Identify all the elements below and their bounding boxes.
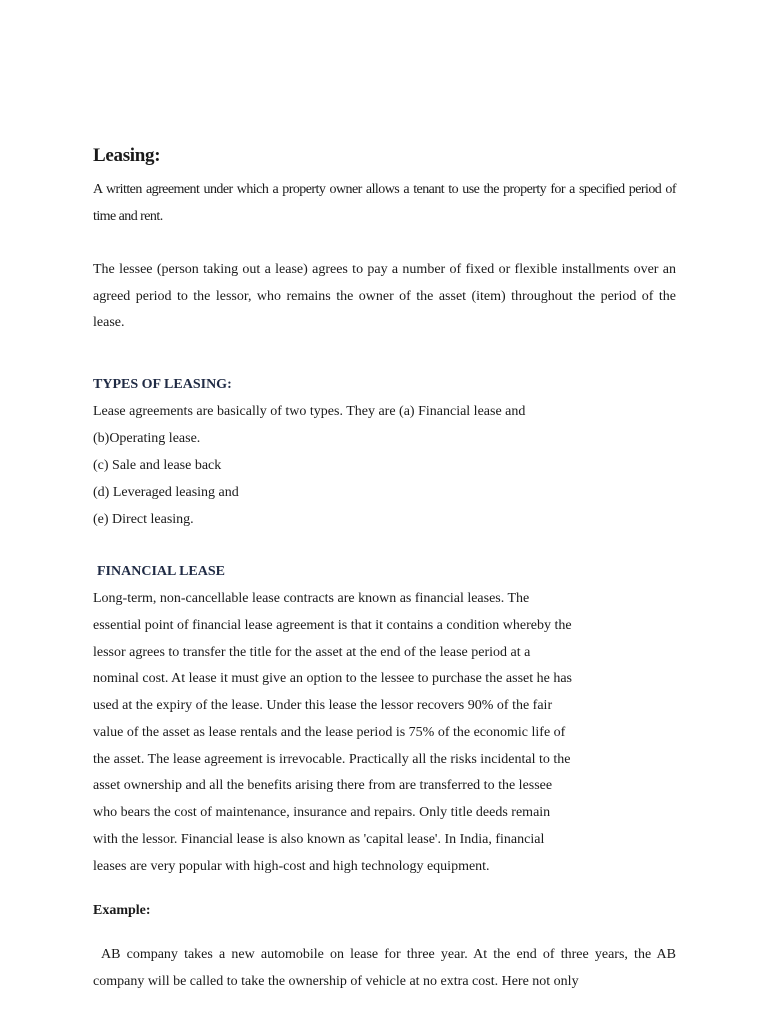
page-title: Leasing:	[93, 145, 161, 166]
financial-line: essential point of financial lease agreement is that it contains a condition whereby the	[93, 617, 572, 633]
lessee-paragraph: The lessee (person taking out a lease) agrees to pay a number of fixed or flexible installments over an agreed period to the lessor, who remains the owner of the asset (item) throughout the period of the lease.	[93, 262, 676, 330]
financial-lease-heading: FINANCIAL LEASE	[97, 564, 225, 579]
definition-paragraph: A written agreement under which a property owner allows a tenant to use the property for a specified period of time and rent.	[93, 182, 676, 224]
example-heading: Example:	[93, 903, 151, 918]
financial-line: who bears the cost of maintenance, insurance and repairs. Only title deeds remain	[93, 805, 551, 820]
types-line: (d) Leveraged leasing and	[93, 484, 239, 500]
financial-line: asset ownership and all the benefits arising there from are transferred to the lessee	[93, 778, 553, 794]
types-heading: TYPES OF LEASING:	[93, 377, 232, 392]
financial-line: leases are very popular with high-cost and high technology equipment.	[93, 858, 490, 874]
example-paragraph: AB company takes a new automobile on lease for three year. At the end of three years, the AB company will be called to take the ownership of vehicle at no extra cost. Here not only	[93, 947, 676, 989]
types-line: Lease agreements are basically of two types. They are (a) Financial lease and	[93, 404, 526, 419]
financial-line: the asset. The lease agreement is irrevocable. Practically all the risks incidental to the	[93, 751, 571, 767]
types-line: (b)Operating lease.	[93, 430, 201, 446]
financial-line: lessor agrees to transfer the title for the asset at the end of the lease period at a	[93, 644, 531, 660]
financial-line: Long-term, non-cancellable lease contracts are known as financial leases. The	[93, 591, 530, 606]
financial-line: used at the expiry of the lease. Under this lease the lessor recovers 90% of the fair	[93, 698, 553, 713]
types-line: (e) Direct leasing.	[93, 511, 194, 527]
types-line: (c) Sale and lease back	[93, 457, 222, 473]
financial-line: value of the asset as lease rentals and the lease period is 75% of the economic life of	[93, 724, 566, 740]
financial-lease-text	[93, 586, 653, 880]
financial-line: nominal cost. At lease it must give an option to the lessee to purchase the asset he has	[93, 671, 573, 687]
document-page	[93, 0, 676, 1024]
types-list	[93, 399, 653, 533]
financial-line: with the lessor. Financial lease is also known as 'capital lease'. In India, financial	[93, 831, 545, 847]
